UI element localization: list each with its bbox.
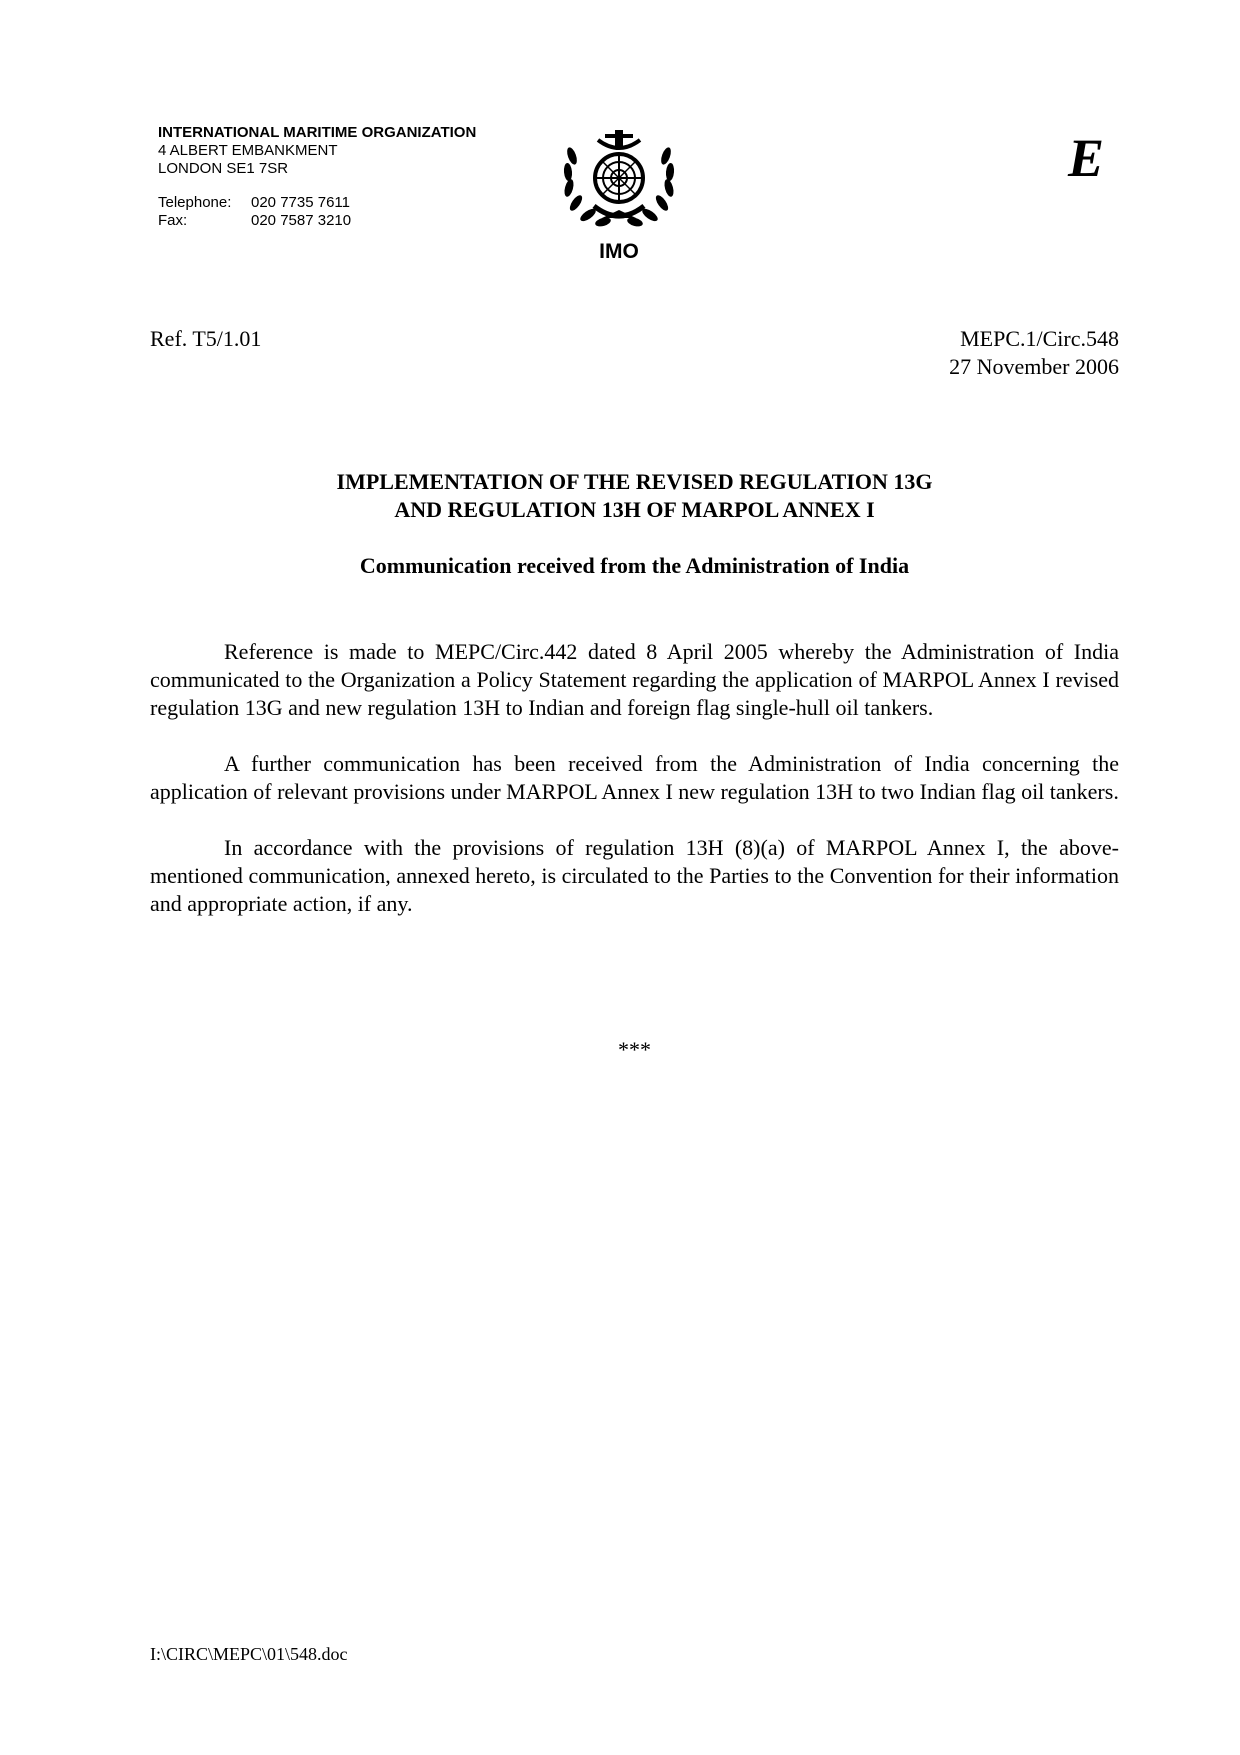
document-date: 27 November 2006 xyxy=(949,354,1119,379)
fax-label: Fax: xyxy=(158,212,188,229)
title-line-1: IMPLEMENTATION OF THE REVISED REGULATION 13G xyxy=(336,469,933,494)
address-line-1: 4 ALBERT EMBANKMENT xyxy=(158,142,338,159)
document-subtitle: Communication received from the Administration of India xyxy=(359,553,910,578)
telephone-row xyxy=(158,194,476,212)
footer-file-path: I:\CIRC\MEPC\01\548.doc xyxy=(150,1644,348,1664)
language-mark: E xyxy=(1068,128,1105,188)
telephone-value: 020 7735 7611 xyxy=(251,194,350,211)
fax-value: 020 7587 3210 xyxy=(251,212,352,229)
section-separator: *** xyxy=(618,1037,651,1062)
letterhead-address xyxy=(158,124,476,230)
telephone-label: Telephone: xyxy=(158,194,232,211)
emblem-caption: IMO xyxy=(599,240,639,263)
body-paragraph-3: In accordance with the provisions of regulation 13H (8)(a) of MARPOL Annex I, the above-mentioned communication, annexed hereto, is circulated to the Parties to the Convention for their information and appropriate action, if any. xyxy=(150,835,1119,916)
document-title xyxy=(150,468,1119,524)
body-paragraph-2: A further communication has been received from the Administration of India concerning the application of relevant provisions under MARPOL Annex I new regulation 13H to two Indian flag oil tankers. xyxy=(150,751,1119,804)
contact-details xyxy=(158,194,476,230)
fax-row xyxy=(158,212,476,230)
title-line-2: AND REGULATION 13H OF MARPOL ANNEX I xyxy=(394,497,875,522)
imo-emblem-logo xyxy=(558,126,680,236)
organization-name: INTERNATIONAL MARITIME ORGANIZATION xyxy=(158,124,477,141)
body-text xyxy=(150,638,1119,946)
document-reference-block xyxy=(949,325,1119,381)
address-line-2: LONDON SE1 7SR xyxy=(158,160,289,177)
reference-number: Ref. T5/1.01 xyxy=(150,326,262,351)
document-symbol: MEPC.1/Circ.548 xyxy=(960,326,1119,351)
body-paragraph-1: Reference is made to MEPC/Circ.442 dated 8 April 2005 whereby the Administration of India communicated to the Organization a Policy Statement regarding the application of MARPOL Annex I revised regulation 13G and new regulation 13H to Indian and foreign flag single-hull oil tankers. xyxy=(150,639,1119,720)
